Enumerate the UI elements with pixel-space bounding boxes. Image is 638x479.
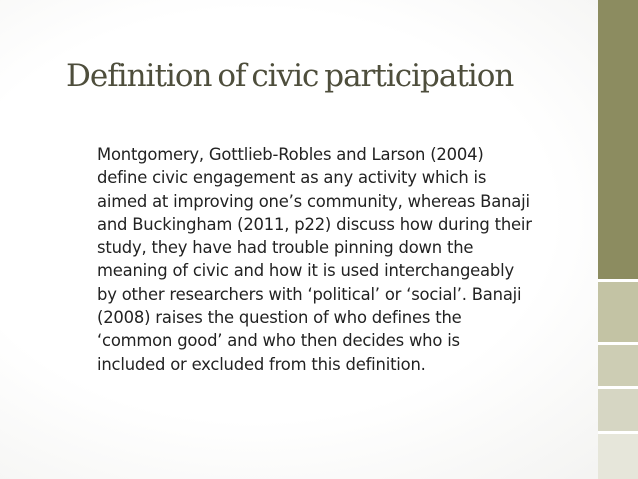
body-line: study, they have had trouble pinning down the bbox=[97, 238, 474, 258]
body-line: meaning of civic and how it is used interchangeably bbox=[97, 261, 514, 281]
accent-block bbox=[598, 345, 638, 386]
decorative-accent-bar bbox=[598, 0, 638, 479]
body-line: (2008) raises the question of who defines the bbox=[97, 308, 462, 328]
body-line: by other researchers with ‘political’ or ‘social’. Banaji bbox=[97, 284, 522, 304]
body-line: ‘common good’ and who then decides who is bbox=[97, 331, 460, 351]
body-line: and Buckingham (2011, p22) discuss how during their bbox=[97, 214, 532, 234]
body-line: define civic engagement as any activity which is bbox=[97, 168, 487, 188]
slide-body bbox=[97, 143, 577, 376]
body-line: aimed at improving one’s community, whereas Banaji bbox=[97, 191, 530, 211]
body-line: Montgomery, Gottlieb-Robles and Larson (2004) bbox=[97, 145, 484, 164]
body-line: included or excluded from this definition. bbox=[97, 354, 426, 374]
slide-title: Definition of civic participation bbox=[66, 58, 514, 94]
accent-block bbox=[598, 434, 638, 479]
accent-block bbox=[598, 0, 638, 279]
accent-block bbox=[598, 389, 638, 431]
accent-block bbox=[598, 282, 638, 342]
